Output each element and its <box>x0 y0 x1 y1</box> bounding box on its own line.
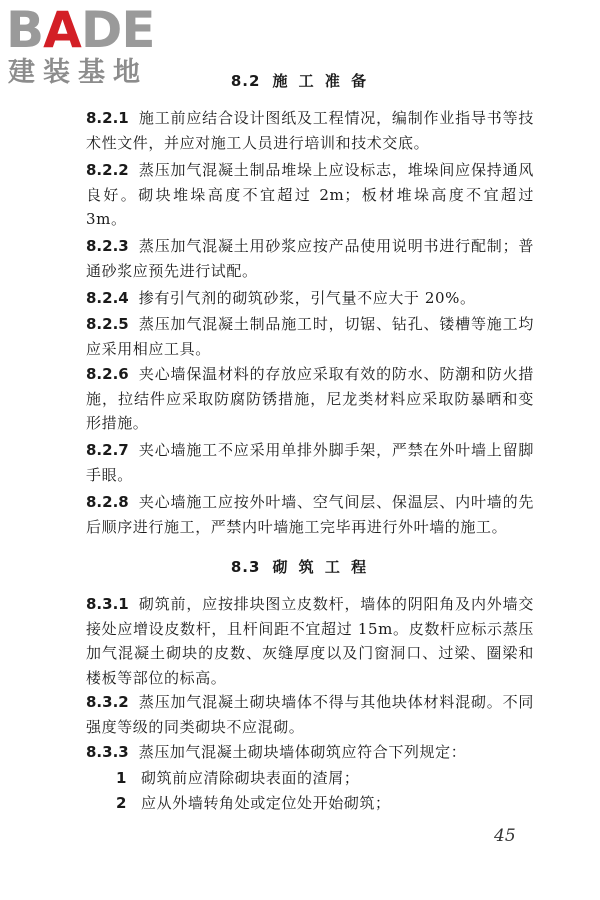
page-number: 45 <box>494 826 516 846</box>
clause-8-2-5: 8.2.5 蒸压加气混凝土制品施工时，切锯、钻孔、镂槽等施工均应采用相应工具。 <box>86 315 534 358</box>
clause-8-2-4: 8.2.4 掺有引气剂的砌筑砂浆，引气量不应大于 20%。 <box>86 289 476 307</box>
list-item-1: 1 砌筑前应清除砌块表面的渣屑； <box>116 769 360 787</box>
clause-8-3-3: 8.3.3 蒸压加气混凝土砌块墙体砌筑应符合下列规定： <box>86 743 467 761</box>
clause-8-3-2: 8.3.2 蒸压加气混凝土砌块墙体不得与其他块体材料混砌。不同强度等级的同类砌块不应混砌。 <box>86 693 534 736</box>
logo-brand-text: BADE <box>6 1 155 59</box>
clause-8-3-1: 8.3.1 砌筑前，应按排块图立皮数杆，墙体的阴阳角及内外墙交接处应增设皮数杆，且杆间距不宜超过 15m。皮数杆应标示蒸压加气混凝土砌块的皮数、灰缝厚度以及门窗洞口、过梁、圈梁和楼板等部位的标高。 <box>86 595 534 687</box>
clause-8-2-6: 8.2.6 夹心墙保温材料的存放应采取有效的防水、防潮和防火措施，拉结件应采取防腐防锈措施，尼龙类材料应采取防暴晒和变形措施。 <box>86 365 534 432</box>
logo-subtitle: 建装基地 <box>8 57 148 88</box>
clause-8-2-1: 8.2.1 施工前应结合设计图纸及工程情况，编制作业指导书等技术性文件，并应对施工人员进行培训和技术交底。 <box>86 109 534 152</box>
clause-8-2-7: 8.2.7 夹心墙施工不应采用单排外脚手架，严禁在外叶墙上留脚手眼。 <box>86 441 534 484</box>
clause-8-2-2: 8.2.2 蒸压加气混凝土制品堆垛上应设标志，堆垛间应保持通风良好。砌块堆垛高度不宜超过 2m；板材堆垛高度不宜超过 3m。 <box>86 161 534 228</box>
clause-8-2-8: 8.2.8 夹心墙施工应按外叶墙、空气间层、保温层、内叶墙的先后顺序进行施工，严禁内叶墙施工完毕再进行外叶墙的施工。 <box>86 493 534 536</box>
clause-8-2-3: 8.2.3 蒸压加气混凝土用砂浆应按产品使用说明书进行配制；普通砂浆应预先进行试配。 <box>86 237 534 280</box>
section-heading-8-3: 8.3 砌 筑 工 程 <box>230 558 370 576</box>
section-heading-8-2: 8.2 施 工 准 备 <box>230 72 370 90</box>
list-item-2: 2 应从外墙转角处或定位处开始砌筑； <box>116 794 391 812</box>
